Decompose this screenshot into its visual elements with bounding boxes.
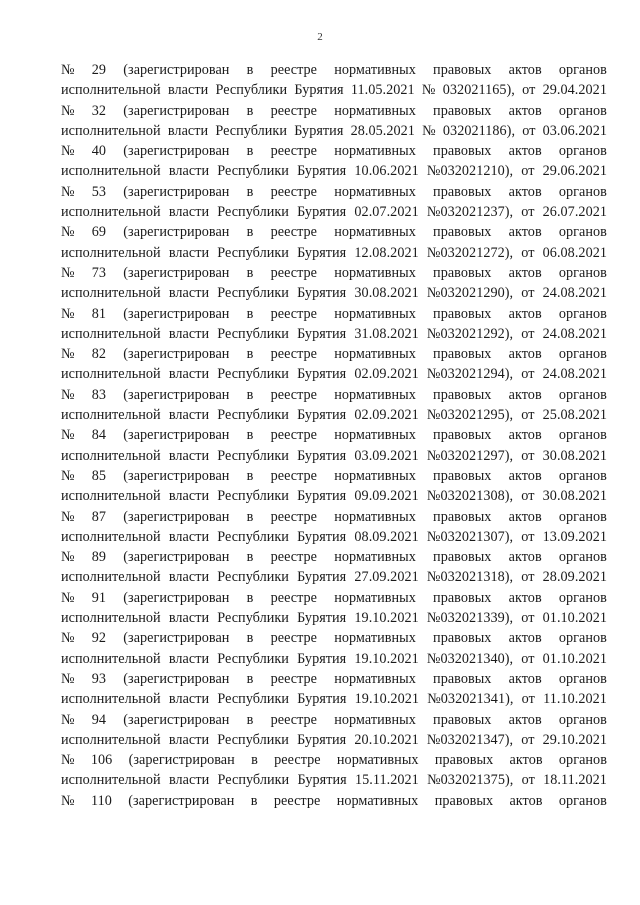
text-line: № 87 (зарегистрирован в реестре нормативных правовых актов органов bbox=[61, 508, 607, 525]
text-line: исполнительной власти Республики Бурятия 28.05.2021 № 032021186), от 03.06.2021 bbox=[61, 122, 607, 139]
text-line: № 53 (зарегистрирован в реестре нормативных правовых актов органов bbox=[61, 183, 607, 200]
text-line: исполнительной власти Республики Бурятия 02.09.2021 №032021295), от 25.08.2021 bbox=[61, 407, 607, 424]
text-line: исполнительной власти Республики Бурятия 10.06.2021 №032021210), от 29.06.2021 bbox=[61, 163, 607, 180]
text-line: № 81 (зарегистрирован в реестре нормативных правовых актов органов bbox=[61, 305, 607, 322]
text-line: исполнительной власти Республики Бурятия 31.08.2021 №032021292), от 24.08.2021 bbox=[61, 325, 607, 342]
text-line: № 84 (зарегистрирован в реестре нормативных правовых актов органов bbox=[61, 427, 607, 444]
text-line: № 83 (зарегистрирован в реестре нормативных правовых актов органов bbox=[61, 386, 607, 403]
text-line: № 91 (зарегистрирован в реестре нормативных правовых актов органов bbox=[61, 589, 607, 606]
text-line: № 69 (зарегистрирован в реестре нормативных правовых актов органов bbox=[61, 224, 607, 241]
text-line: № 29 (зарегистрирован в реестре нормативных правовых актов органов bbox=[61, 62, 607, 78]
text-line: исполнительной власти Республики Бурятия 30.08.2021 №032021290), от 24.08.2021 bbox=[61, 285, 607, 302]
text-line: № 92 (зарегистрирован в реестре нормативных правовых актов органов bbox=[61, 630, 607, 647]
text-line: исполнительной власти Республики Бурятия 03.09.2021 №032021297), от 30.08.2021 bbox=[61, 447, 607, 464]
text-line: исполнительной власти Республики Бурятия 02.07.2021 №032021237), от 26.07.2021 bbox=[61, 204, 607, 221]
text-line: исполнительной власти Республики Бурятия 09.09.2021 №032021308), от 30.08.2021 bbox=[61, 488, 607, 505]
text-line: исполнительной власти Республики Бурятия 12.08.2021 №032021272), от 06.08.2021 bbox=[61, 244, 607, 261]
text-line: № 106 (зарегистрирован в реестре нормативных правовых актов органов bbox=[61, 752, 607, 769]
text-line: № 94 (зарегистрирован в реестре нормативных правовых актов органов bbox=[61, 711, 607, 728]
text-line: исполнительной власти Республики Бурятия 11.05.2021 № 032021165), от 29.04.2021 bbox=[61, 82, 607, 99]
text-line: № 32 (зарегистрирован в реестре нормативных правовых актов органов bbox=[61, 102, 607, 119]
text-line: № 110 (зарегистрирован в реестре нормативных правовых актов органов bbox=[61, 792, 607, 809]
text-line: исполнительной власти Республики Бурятия 19.10.2021 №032021339), от 01.10.2021 bbox=[61, 610, 607, 627]
text-line: № 40 (зарегистрирован в реестре нормативных правовых актов органов bbox=[61, 143, 607, 160]
document-body bbox=[61, 60, 607, 811]
text-line: исполнительной власти Республики Бурятия 19.10.2021 №032021340), от 01.10.2021 bbox=[61, 650, 607, 667]
text-line: исполнительной власти Республики Бурятия 27.09.2021 №032021318), от 28.09.2021 bbox=[61, 569, 607, 586]
text-line: исполнительной власти Республики Бурятия 15.11.2021 №032021375), от 18.11.2021 bbox=[61, 772, 607, 789]
text-line: исполнительной власти Республики Бурятия 20.10.2021 №032021347), от 29.10.2021 bbox=[61, 731, 607, 748]
text-line: № 89 (зарегистрирован в реестре нормативных правовых актов органов bbox=[61, 549, 607, 566]
text-line: № 73 (зарегистрирован в реестре нормативных правовых актов органов bbox=[61, 264, 607, 281]
text-line: № 85 (зарегистрирован в реестре нормативных правовых актов органов bbox=[61, 467, 607, 484]
text-line: № 82 (зарегистрирован в реестре нормативных правовых актов органов bbox=[61, 346, 607, 363]
page-number: 2 bbox=[317, 31, 323, 43]
text-line: исполнительной власти Республики Бурятия 02.09.2021 №032021294), от 24.08.2021 bbox=[61, 366, 607, 383]
text-line: исполнительной власти Республики Бурятия 19.10.2021 №032021341), от 11.10.2021 bbox=[61, 691, 607, 708]
text-line: № 93 (зарегистрирован в реестре нормативных правовых актов органов bbox=[61, 670, 607, 687]
text-line: исполнительной власти Республики Бурятия 08.09.2021 №032021307), от 13.09.2021 bbox=[61, 528, 607, 545]
